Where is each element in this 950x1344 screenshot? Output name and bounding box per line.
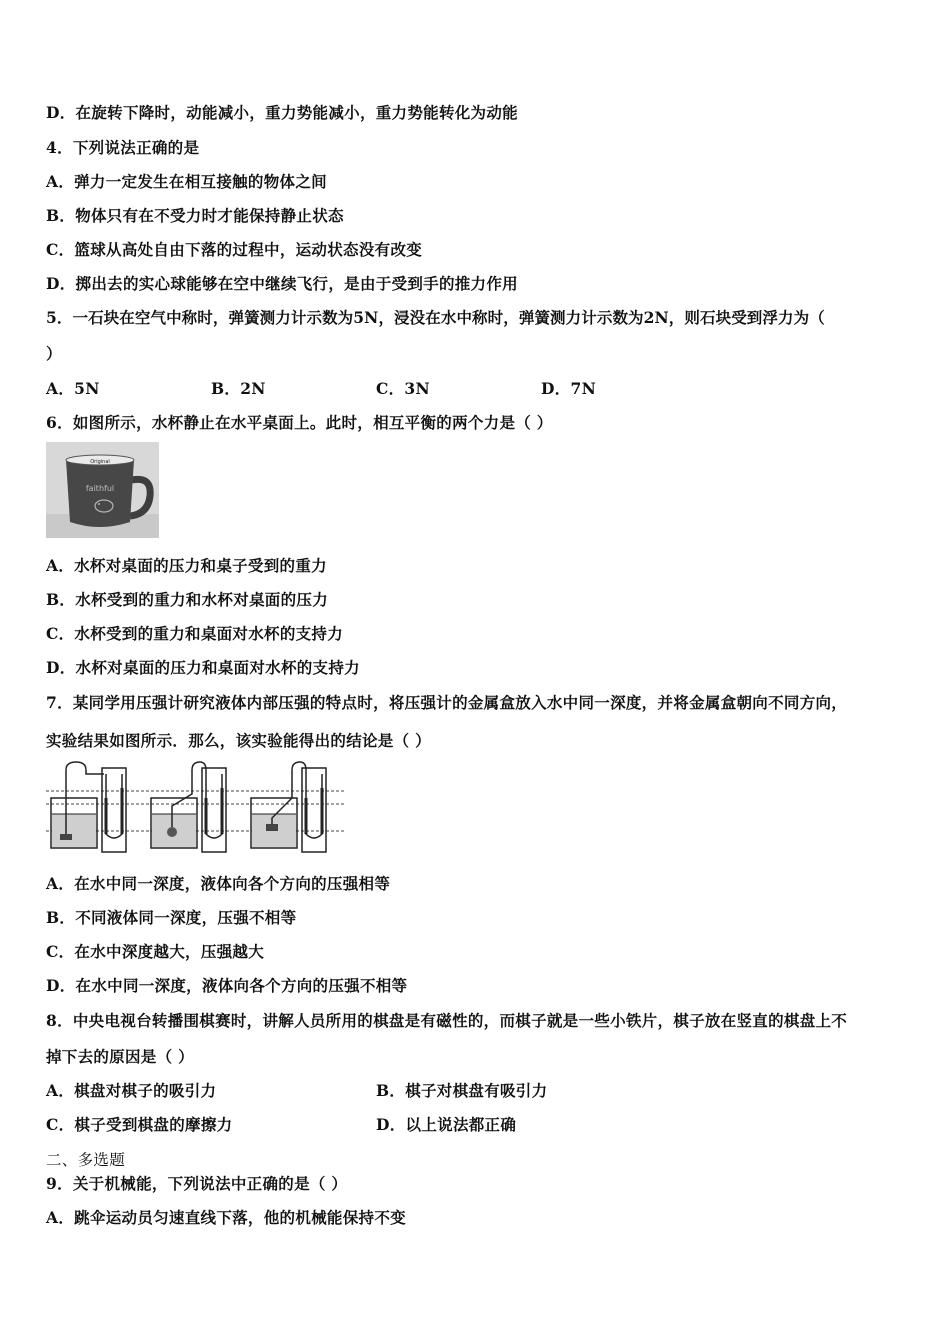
q7-stem-line1: 7．某同学用压强计研究液体内部压强的特点时，将压强计的金属盒放入水中同一深度，并将金属盒朝向不同方向， [46, 693, 848, 712]
q7-stem-line2: 实验结果如图所示．那么，该实验能得出的结论是（ ） [46, 731, 431, 750]
q8-stem-line2: 掉下去的原因是（ ） [46, 1047, 194, 1066]
q6-stem: 6．如图所示，水杯静止在水平桌面上。此时，相互平衡的两个力是（ ） [46, 413, 553, 432]
q5-option-c: C．3N [376, 379, 430, 398]
q4-option-a: A．弹力一定发生在相互接触的物体之间 [46, 172, 327, 191]
cup-rim-text: Original [90, 459, 110, 465]
q9-option-a: A．跳伞运动员匀速直线下落，他的机械能保持不变 [46, 1208, 406, 1227]
q5-option-d: D．7N [541, 379, 597, 398]
pressure-gauge-figure [46, 758, 346, 854]
q8-option-d: D．以上说法都正确 [376, 1115, 517, 1134]
q4-stem: 4．下列说法正确的是 [46, 138, 200, 157]
q4-option-d: D．掷出去的实心球能够在空中继续飞行，是由于受到手的推力作用 [46, 274, 518, 293]
q5-stem-line2: ） [46, 344, 62, 363]
q4-option-c: C．篮球从高处自由下落的过程中，运动状态没有改变 [46, 240, 423, 259]
q6-option-c: C．水杯受到的重力和桌面对水杯的支持力 [46, 624, 344, 643]
q7-option-a: A．在水中同一深度，液体向各个方向的压强相等 [46, 874, 391, 893]
q7-option-c: C．在水中深度越大，压强越大 [46, 942, 265, 961]
q9-stem: 9．关于机械能，下列说法中正确的是（ ） [46, 1174, 348, 1193]
setup-1 [51, 762, 126, 852]
q8-option-a: A．棋盘对棋子的吸引力 [46, 1081, 217, 1100]
q8-stem-line1: 8．中央电视台转播围棋赛时，讲解人员所用的棋盘是有磁性的，而棋子就是一些小铁片，棋子放在竖直的棋盘上不 [46, 1011, 848, 1030]
cup-label-text: faithful [85, 484, 115, 493]
cup-photo [46, 442, 159, 538]
q5-option-b: B．2N [211, 379, 266, 398]
q5-option-a: A．5N [46, 379, 100, 398]
q8-option-c: C．棋子受到棋盘的摩擦力 [46, 1115, 233, 1134]
q8-option-b: B．棋子对棋盘有吸引力 [376, 1081, 548, 1100]
q6-option-b: B．水杯受到的重力和水杯对桌面的压力 [46, 590, 329, 609]
q5-stem-line1: 5．一石块在空气中称时，弹簧测力计示数为5N，浸没在水中称时，弹簧测力计示数为2N，则石块受到浮力为（ [46, 308, 825, 327]
q6-option-a: A．水杯对桌面的压力和桌子受到的重力 [46, 556, 327, 575]
q7-option-d: D．在水中同一深度，液体向各个方向的压强不相等 [46, 976, 408, 995]
setup-3 [251, 762, 326, 852]
setup-2 [151, 762, 226, 852]
q4-option-b: B．物体只有在不受力时才能保持静止状态 [46, 206, 344, 225]
q3-option-d: D．在旋转下降时，动能减小，重力势能减小，重力势能转化为动能 [46, 103, 518, 122]
section-heading-multi-choice: 二、多选题 [46, 1151, 126, 1169]
q6-option-d: D．水杯对桌面的压力和桌面对水杯的支持力 [46, 658, 360, 677]
q7-option-b: B．不同液体同一深度，压强不相等 [46, 908, 297, 927]
